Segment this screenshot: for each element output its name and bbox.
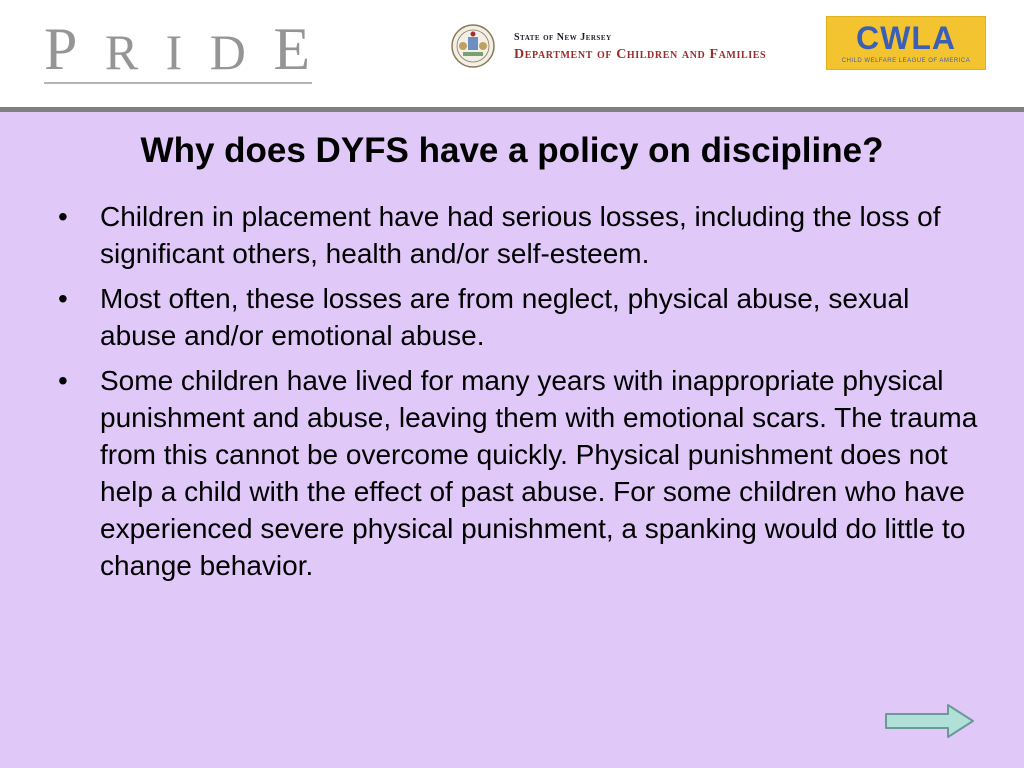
bullet-marker: • (58, 283, 68, 314)
bullet-text: Children in placement have had serious losses, including the loss of significant others, health and/or self-esteem. (100, 201, 941, 269)
dcf-logo (514, 32, 814, 72)
pride-logo-text (44, 18, 312, 80)
pride-logo (44, 18, 312, 88)
bullet-marker: • (58, 201, 68, 232)
pride-logo-underline (44, 82, 312, 84)
header-divider (0, 107, 1024, 112)
bullet-text: Most often, these losses are from neglect, physical abuse, sexual abuse and/or emotional abuse. (100, 283, 910, 351)
bullet-item (58, 198, 978, 272)
slide-title: Why does DYFS have a policy on discipline? (140, 131, 884, 170)
slide-header (0, 0, 1024, 107)
bullet-marker: • (58, 365, 68, 396)
cwla-logo (826, 16, 986, 70)
next-slide-arrow-icon[interactable] (884, 703, 976, 739)
bullet-text: Some children have lived for many years with inappropriate physical punishment and abuse, leaving them with emotional scars. The trauma from this cannot be overcome quickly. Physical punishment does not help a child with the effect of past abuse. For some children who have experienced severe physical punishment, a spanking would do little to change behavior. (100, 365, 978, 581)
bullet-item (58, 280, 978, 354)
dcf-department-label: Department of Children and Families (514, 47, 767, 62)
pride-letter: E (273, 16, 312, 82)
pride-letter: D (209, 24, 248, 80)
pride-letter: P (44, 16, 80, 82)
cwla-logo-subtitle: CHILD WELFARE LEAGUE OF AMERICA (841, 58, 971, 64)
bullet-list (58, 198, 978, 592)
nj-state-seal-icon (451, 24, 495, 68)
dcf-state-label: State of New Jersey (514, 32, 612, 43)
cwla-logo-text: CWLA (856, 20, 956, 56)
pride-letter: R (104, 24, 141, 80)
bullet-item (58, 362, 978, 584)
pride-letter: I (165, 24, 185, 80)
